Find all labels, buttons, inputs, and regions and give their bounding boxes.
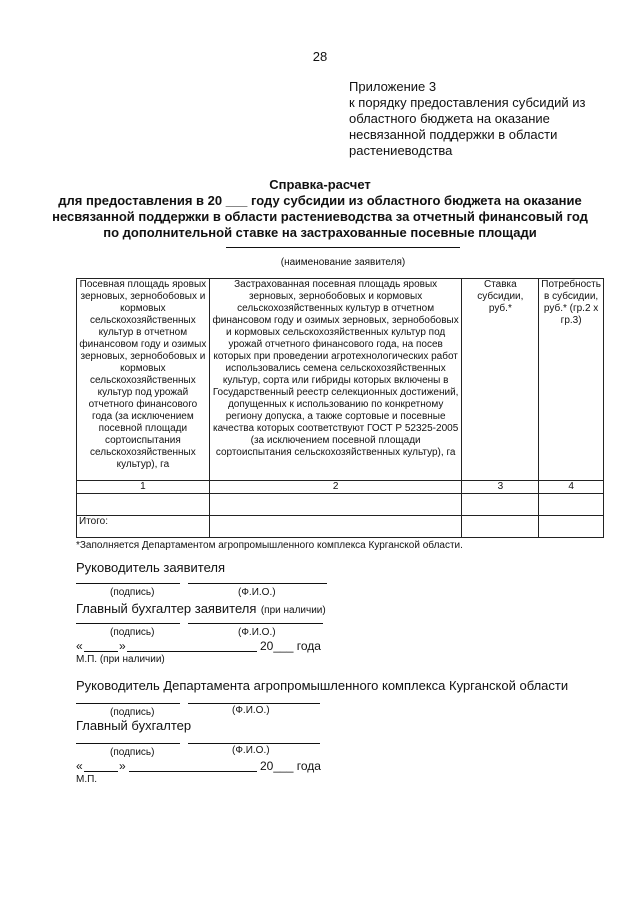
signature-caption: (подпись): [110, 587, 155, 598]
header-cell: Застрахованная посевная площадь яровых зерновых, зернобобовых и кормовых сельскохозяйственных культур в отчетном финансовом году и озимых зерновых, зернобобовых и кормовых сельскохозяйственных культур под урожай отчетного финансового года, на посев которых при проведении агротехнологических работ использовались семена сельскохозяйственных культур, сорта или гибриды которых включены в Государственный реестр селекционных достижений, допущенных к использованию по конкретному региону допуска, а также сортовые и посевные качества которых соответствуют ГОСТ Р 52325-2005 (за исключением посевной площади сортоиспытания сельскохозяйственных культур), га: [209, 279, 462, 481]
column-number-row: [77, 481, 604, 494]
date-day-line: [84, 651, 118, 652]
calculation-table: [76, 278, 604, 538]
date-month-line: [129, 771, 257, 772]
header-cell: Ставка субсидии, руб.*: [462, 279, 539, 481]
fio-caption: (Ф.И.О.): [232, 705, 270, 716]
annex-line: областного бюджета на оказание: [349, 111, 550, 126]
table-cell[interactable]: [462, 494, 539, 516]
applicant-caption: (наименование заявителя): [280, 257, 406, 268]
signature-caption: (подпись): [110, 707, 155, 718]
annex-line: к порядку предоставления субсидий из: [349, 95, 586, 110]
table-header-row: [77, 279, 604, 481]
column-number: 2: [209, 481, 462, 494]
page-number: 28: [312, 49, 328, 64]
table-cell[interactable]: [77, 494, 210, 516]
fio-line: [188, 743, 320, 744]
chief-accountant-applicant-label: Главный бухгалтер заявителя: [76, 601, 257, 616]
column-number: 1: [77, 481, 210, 494]
date-day-line: [84, 771, 118, 772]
column-number: 3: [462, 481, 539, 494]
fio-caption: (Ф.И.О.): [232, 745, 270, 756]
department-head-label: Руководитель Департамента агропромышленного комплекса Курганской области: [76, 678, 569, 693]
annex-block: [349, 79, 619, 159]
signature-line: [76, 583, 180, 584]
applicant-name-line: [226, 247, 460, 248]
date-close-quote: »: [119, 759, 126, 773]
date-year: 20___ года: [260, 639, 321, 653]
chief-accountant-applicant-row: [76, 600, 326, 618]
header-cell: Потребность в субсидии, руб.* (гр.2 x гр.3): [539, 279, 604, 481]
title-line: для предоставления в 20 ___ году субсидии из областного бюджета на оказание: [58, 193, 582, 208]
document-title: [20, 177, 620, 241]
total-label: Итого:: [77, 516, 210, 538]
table-row: [77, 494, 604, 516]
chief-accountant-label: Главный бухгалтер: [76, 718, 192, 733]
signature-caption: (подпись): [110, 747, 155, 758]
annex-line: Приложение 3: [349, 79, 437, 94]
title-line: Справка-расчет: [269, 177, 371, 192]
title-line: несвязанной поддержки в области растениеводства за отчетный финансовый год: [52, 209, 588, 224]
date-open-quote: «: [76, 639, 83, 653]
annex-line: растениеводства: [349, 143, 453, 158]
date-open-quote: «: [76, 759, 83, 773]
if-any-note: (при наличии): [260, 605, 326, 616]
date-close-quote: »: [119, 639, 126, 653]
table-cell[interactable]: [209, 516, 462, 538]
table-cell[interactable]: [209, 494, 462, 516]
fio-caption: (Ф.И.О.): [238, 587, 276, 598]
fio-caption: (Ф.И.О.): [238, 627, 276, 638]
total-row: [77, 516, 604, 538]
column-number: 4: [539, 481, 604, 494]
signature-line: [76, 703, 180, 704]
title-line: по дополнительной ставке на застрахованные посевные площади: [103, 225, 537, 240]
signature-line: [76, 623, 180, 624]
fio-line: [188, 623, 323, 624]
annex-line: несвязанной поддержки в области: [349, 127, 558, 142]
fio-line: [188, 583, 327, 584]
table-cell[interactable]: [539, 494, 604, 516]
signature-line: [76, 743, 180, 744]
header-cell: Посевная площадь яровых зерновых, зернобобовых и кормовых сельскохозяйственных культур в отчетном финансовом году и озимых зерновых, зернобобовых и кормовых сельскохозяйственных культур под урожай отчетного финансового года (за исключением посевной площади сортоиспытания сельскохозяйственных культур), га: [77, 279, 210, 481]
table-cell[interactable]: [462, 516, 539, 538]
fio-line: [188, 703, 320, 704]
date-year: 20___ года: [260, 759, 321, 773]
stamp-if-any: М.П. (при наличии): [76, 654, 165, 665]
footnote: *Заполняется Департаментом агропромышленного комплекса Курганской области.: [76, 540, 463, 551]
signature-caption: (подпись): [110, 627, 155, 638]
stamp-label: М.П.: [76, 774, 98, 785]
table-cell[interactable]: [539, 516, 604, 538]
date-month-line: [127, 651, 257, 652]
applicant-head-label: Руководитель заявителя: [76, 560, 225, 575]
